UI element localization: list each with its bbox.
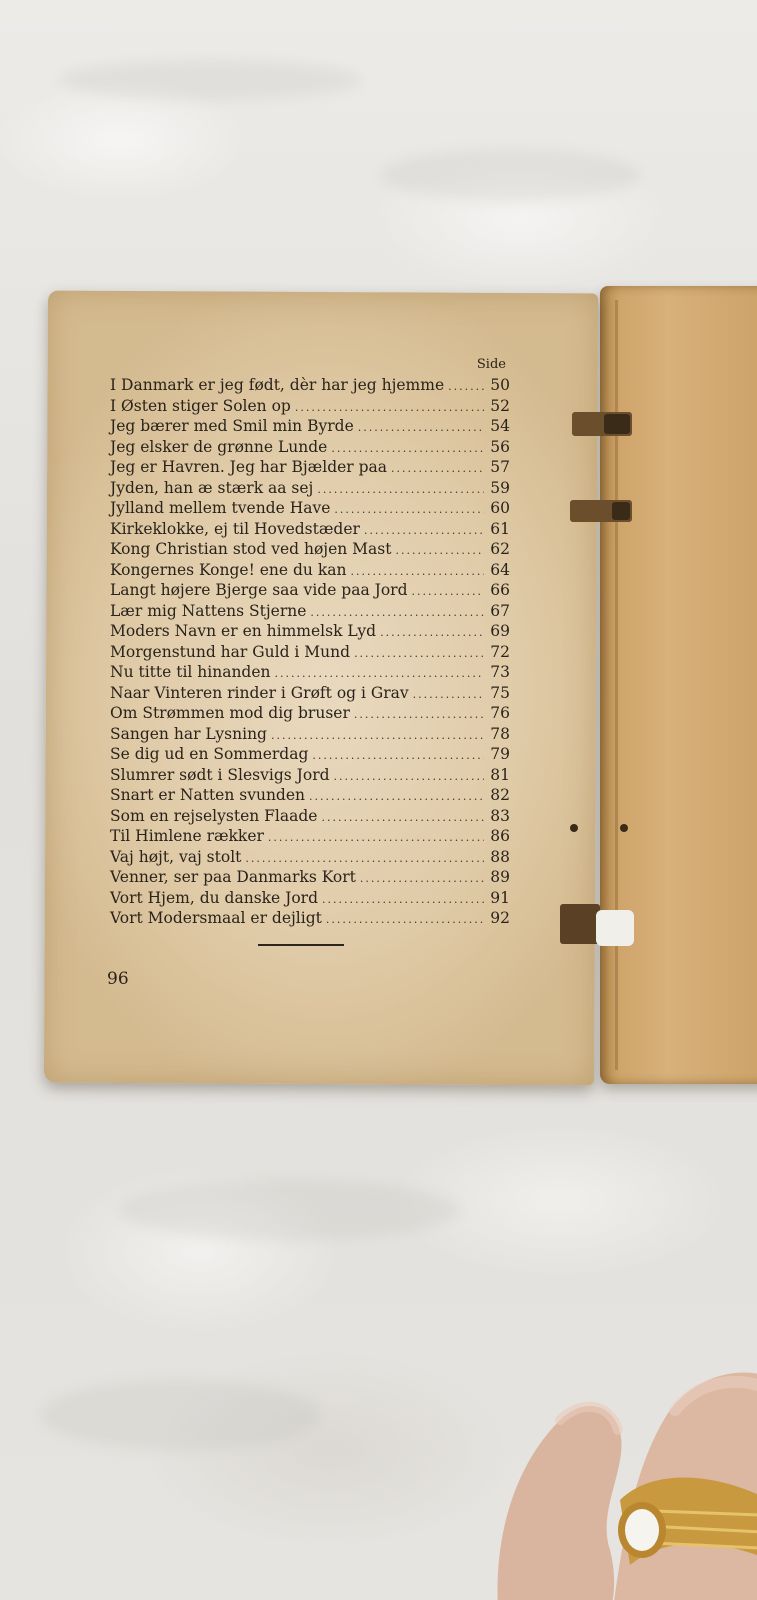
toc-entry-page: 81	[490, 765, 510, 784]
toc-leader-dots	[271, 726, 484, 747]
toc-entry-page: 69	[490, 622, 510, 640]
toc-entry-title: Jeg bærer med Smil min Byrde	[110, 417, 354, 435]
toc-entry-page: 76	[490, 704, 510, 722]
toc-entry	[110, 703, 510, 724]
toc-entry	[110, 785, 510, 806]
toc-entry	[110, 416, 510, 437]
toc-entry-title: Jeg er Havren. Jeg har Bjælder paa	[110, 458, 388, 476]
toc-entry-page: 66	[490, 581, 510, 599]
toc-leader-dots	[395, 541, 484, 562]
page-number: 96	[107, 969, 129, 989]
toc-leader-dots	[245, 849, 484, 870]
toc-entry-title: Morgenstund har Guld i Mund	[110, 642, 351, 661]
binding-hole	[570, 824, 578, 832]
toc-entry-page: 50	[490, 376, 510, 394]
toc-entry-title: Naar Vinteren rinder i Grøft og i Grav	[110, 683, 409, 702]
toc-leader-dots	[309, 787, 484, 808]
toc-entry-title: Jyden, han æ stærk aa sej	[110, 478, 314, 497]
toc-entry	[110, 437, 510, 458]
toc-leader-dots	[322, 890, 484, 911]
toc-entry	[110, 683, 510, 704]
toc-entry-title: Om Strømmen mod dig bruser	[110, 704, 350, 722]
side-column-label: Side	[476, 357, 506, 372]
cloth-fold	[60, 60, 360, 100]
toc-entry	[110, 621, 510, 642]
toc-entry-title: Vaj højt, vaj stolt	[110, 847, 242, 866]
toc-entry-page: 54	[490, 417, 510, 435]
toc-entry-page: 60	[490, 499, 510, 517]
toc-leader-dots	[268, 828, 484, 849]
toc-leader-dots	[331, 439, 484, 460]
toc-entry-title: Snart er Natten svunden	[110, 786, 306, 804]
toc-entry-page: 61	[490, 519, 510, 538]
toc-entry-page: 92	[490, 909, 510, 927]
toc-entry-title: I Østen stiger Solen op	[110, 396, 291, 415]
toc-entry-title: Kongernes Konge! ene du kan	[110, 560, 347, 579]
toc-entry-page: 88	[490, 847, 510, 866]
toc-entry-title: Vort Modersmaal er dejligt	[110, 909, 322, 927]
toc-leader-dots	[321, 808, 484, 829]
toc-entry	[110, 375, 510, 396]
binding-hole	[596, 910, 634, 946]
toc-entry-title: Til Himlene rækker	[110, 827, 264, 845]
toc-entry	[110, 724, 510, 745]
toc-entry-title: Slumrer sødt i Slesvigs Jord	[110, 765, 330, 784]
toc-entry-page: 56	[490, 437, 510, 456]
toc-entry	[110, 478, 510, 499]
toc-entry-title: Venner, ser paa Danmarks Kort	[110, 868, 356, 886]
toc-entry-title: Nu titte til hinanden	[110, 663, 271, 681]
toc-entry-page: 79	[490, 745, 510, 763]
toc-leader-dots	[354, 644, 484, 665]
toc-entry-list	[110, 375, 510, 929]
toc-entry-page: 75	[490, 683, 510, 702]
toc-entry-title: Kong Christian stod ved højen Mast	[110, 540, 392, 558]
toc-entry-page: 73	[490, 663, 510, 681]
cloth-fold	[40, 1380, 320, 1450]
toc-entry-title: Moders Navn er en himmelsk Lyd	[110, 622, 377, 640]
toc-entry-title: Kirkeklokke, ej til Hovedstæder	[110, 519, 360, 538]
toc-entry-page: 83	[490, 806, 510, 825]
toc-leader-dots	[334, 500, 484, 521]
divider-rule	[258, 944, 344, 946]
toc-entry	[110, 826, 510, 847]
toc-entry-page: 89	[490, 868, 510, 886]
toc-entry	[110, 580, 510, 601]
toc-leader-dots	[317, 480, 484, 501]
toc-entry	[110, 765, 510, 786]
toc-entry-page: 78	[490, 724, 510, 743]
toc-leader-dots	[354, 705, 484, 726]
toc-leader-dots	[364, 521, 484, 542]
back-cover	[600, 286, 757, 1084]
toc-entry-title: Lær mig Nattens Stjerne	[110, 601, 307, 620]
toc-entry-title: Som en rejselysten Flaade	[110, 806, 318, 825]
toc-entry-title: I Danmark er jeg født, dèr har jeg hjemme	[110, 376, 445, 394]
toc-entry-title: Langt højere Bjerge saa vide paa Jord	[110, 581, 408, 599]
toc-entry	[110, 888, 510, 909]
toc-leader-dots	[295, 398, 484, 419]
cloth-fold	[120, 1180, 460, 1240]
toc-entry	[110, 806, 510, 827]
cloth-fold	[380, 150, 640, 200]
toc-entry-page: 67	[490, 601, 510, 620]
binding-hole	[612, 502, 630, 520]
toc-entry	[110, 457, 510, 478]
toc-entry-page: 72	[490, 642, 510, 661]
toc-entry-page: 59	[490, 478, 510, 497]
toc-entry-page: 64	[490, 560, 510, 579]
toc-entry	[110, 539, 510, 560]
toc-leader-dots	[350, 562, 484, 583]
toc-entry	[110, 744, 510, 765]
toc-entry-page: 82	[490, 786, 510, 804]
toc-leader-dots	[448, 377, 484, 398]
toc-entry-page: 62	[490, 540, 510, 558]
table-of-contents	[110, 357, 510, 929]
toc-leader-dots	[334, 767, 484, 788]
toc-leader-dots	[413, 685, 484, 706]
toc-entry	[110, 560, 510, 581]
toc-entry-title: Jeg elsker de grønne Lunde	[110, 437, 328, 456]
toc-entry	[110, 662, 510, 683]
toc-entry-page: 52	[490, 396, 510, 415]
toc-entry-title: Jylland mellem tvende Have	[110, 499, 331, 517]
toc-entry-title: Vort Hjem, du danske Jord	[110, 888, 319, 907]
toc-leader-dots	[275, 664, 484, 685]
toc-entry	[110, 498, 510, 519]
toc-entry	[110, 847, 510, 868]
toc-leader-dots	[380, 623, 484, 644]
toc-leader-dots	[360, 869, 484, 890]
toc-entry	[110, 519, 510, 540]
toc-leader-dots	[391, 459, 484, 480]
toc-entry	[110, 601, 510, 622]
hand-with-ring	[470, 1350, 757, 1600]
toc-entry	[110, 396, 510, 417]
binding-hole	[604, 414, 630, 434]
toc-leader-dots	[358, 418, 484, 439]
toc-leader-dots	[412, 582, 484, 603]
toc-entry	[110, 908, 510, 929]
toc-entry-page: 91	[490, 888, 510, 907]
toc-entry-title: Se dig ud en Sommerdag	[110, 745, 309, 763]
toc-entry	[110, 642, 510, 663]
toc-leader-dots	[326, 910, 484, 931]
toc-leader-dots	[312, 746, 484, 767]
toc-leader-dots	[310, 603, 484, 624]
binding-hole	[560, 904, 600, 944]
toc-entry	[110, 867, 510, 888]
toc-entry-page: 86	[490, 827, 510, 845]
toc-entry-title: Sangen har Lysning	[110, 724, 267, 743]
toc-entry-page: 57	[490, 458, 510, 476]
binding-hole	[620, 824, 628, 832]
